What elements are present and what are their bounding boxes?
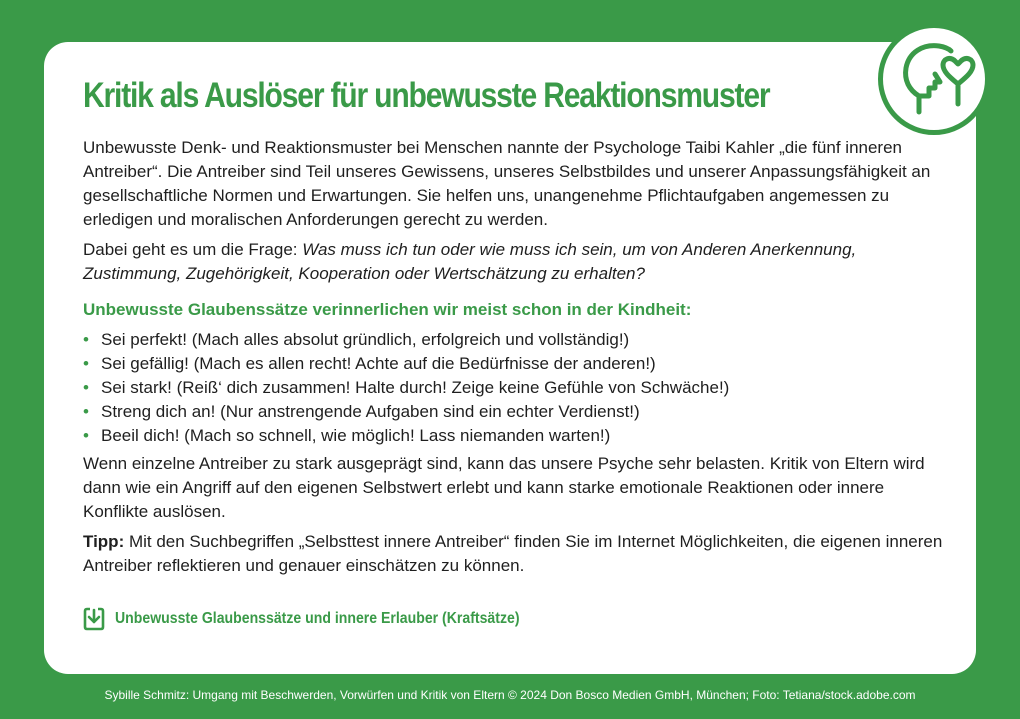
download-link-label[interactable]: Unbewusste Glaubenssätze und innere Erlauber (Kraftsätze) bbox=[115, 610, 520, 627]
tip-text: Mit den Suchbegriffen „Selbsttest innere Antreiber“ finden Sie im Internet Möglichkeiten, die eigenen inneren Antreiber reflektieren und genauer einschätzen zu können. bbox=[83, 532, 943, 575]
footer-credit: Sybille Schmitz: Umgang mit Beschwerden, Vorwürfen und Kritik von Eltern © 2024 Don Bosco Medien GmbH, München; Foto: Tetiana/stock.adobe.com bbox=[104, 688, 916, 702]
tip-label: Tipp: bbox=[83, 532, 125, 551]
consequence-paragraph: Wenn einzelne Antreiber zu stark ausgeprägt sind, kann das unsere Psyche sehr belasten. Kritik von Eltern wird dann wie ein Angriff auf den eigenen Selbstwert erlebt und kann starke emotionale Reaktionen oder innere Konflikte auslösen. bbox=[83, 454, 925, 521]
question-prefix: Dabei geht es um die Frage: bbox=[83, 240, 303, 259]
download-icon bbox=[83, 607, 105, 631]
main-content bbox=[83, 136, 943, 584]
question-text: Was muss ich tun oder wie muss ich sein, um von Anderen Anerkennung, Zustimmung, Zugehörigkeit, Kooperation oder Wertschätzung zu erhalten? bbox=[83, 240, 857, 283]
bullet-icon: • bbox=[83, 402, 89, 421]
bullet-icon: • bbox=[83, 426, 89, 445]
tip-paragraph bbox=[83, 530, 943, 578]
intro-paragraph: Unbewusste Denk- und Reaktionsmuster bei Menschen nannte der Psychologe Taibi Kahler „die fünf inneren Antreiber“. Die Antreiber sind Teil unseres Gewissens, unseres Selbstbildes und unserer Anpassungsfähigkeit an gesellschaftliche Normen und Erwartungen. Sie helfen uns, unangenehme Pflichtaufgaben angemessen zu erledigen und moralischen Anforderungen gerecht zu werden. bbox=[83, 138, 931, 229]
list-item: • Sei perfekt! (Mach alles absolut gründlich, erfolgreich und vollständig!) bbox=[83, 328, 943, 352]
bullet-icon: • bbox=[83, 354, 89, 373]
list-item: • Beeil dich! (Mach so schnell, wie möglich! Lass niemanden warten!) bbox=[83, 424, 943, 448]
beliefs-heading: Unbewusste Glaubenssätze verinnerlichen wir meist schon in der Kindheit: bbox=[83, 300, 692, 319]
list-item: • Sei stark! (Reiß‘ dich zusammen! Halte durch! Zeige keine Gefühle von Schwäche!) bbox=[83, 376, 943, 400]
list-item: • Sei gefällig! (Mach es allen recht! Achte auf die Bedürfnisse der anderen!) bbox=[83, 352, 943, 376]
bullet-icon: • bbox=[83, 378, 89, 397]
beliefs-list bbox=[83, 328, 943, 448]
page-title: Kritik als Auslöser für unbewusste Reaktionsmuster bbox=[83, 76, 770, 115]
download-link[interactable] bbox=[83, 607, 575, 631]
head-heart-icon bbox=[878, 23, 990, 135]
list-item: • Streng dich an! (Nur anstrengende Aufgaben sind ein echter Verdienst!) bbox=[83, 400, 943, 424]
question-paragraph bbox=[83, 238, 943, 286]
bullet-icon: • bbox=[83, 330, 89, 349]
